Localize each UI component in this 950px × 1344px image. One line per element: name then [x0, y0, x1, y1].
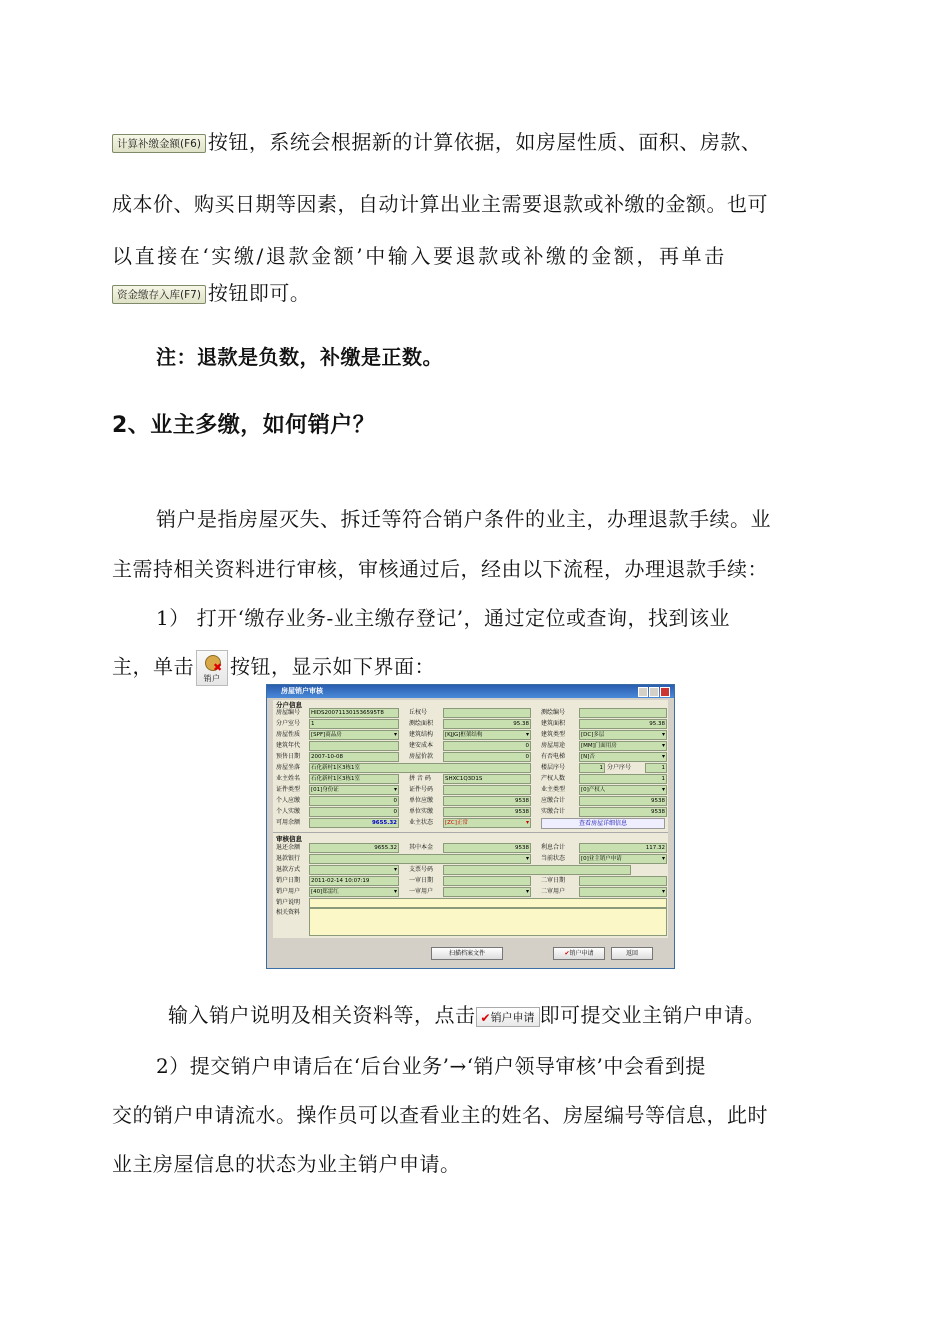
personal-paid-field[interactable]: 0 [309, 807, 399, 817]
address-field[interactable]: 石化新村1区3栋1室 [309, 763, 531, 773]
cancel-user-select[interactable]: [40]郑雷红 ▾ [309, 887, 399, 897]
field-label: 建筑年代 [276, 742, 301, 749]
price-field[interactable]: 0 [443, 752, 531, 762]
related-docs-field[interactable] [309, 908, 667, 936]
field-label: 分户室号 [276, 720, 301, 727]
field-label: 一审日期 [409, 877, 434, 884]
company-due-field[interactable]: 9538 [443, 796, 531, 806]
company-paid-field[interactable]: 9538 [443, 807, 531, 817]
calc-supplement-button[interactable]: 计算补缴金额(F6) [112, 134, 206, 153]
field-label: 产权人数 [541, 775, 566, 782]
field-label: 当前状态 [541, 855, 566, 862]
cancel-note-field[interactable] [309, 898, 667, 908]
para-text: 按钮，显示如下界面： [230, 654, 435, 679]
button-label: 销户申请 [569, 950, 594, 957]
field-label: 可用余额 [276, 819, 301, 826]
field-label: 建筑结构 [409, 731, 434, 738]
field-label: 单位应缴 [409, 797, 434, 804]
window-title: 房屋销户审核 [281, 687, 323, 695]
cancel-account-window [266, 684, 675, 969]
house-type-select[interactable]: [SPF]商品房 ▾ [309, 730, 399, 740]
para-line-2: 成本价、购买日期等因素，自动计算出业主需要退款或补缴的金额。也可 [112, 192, 768, 216]
para-line-7: 1） 打开‘缴存业务-业主缴存登记’，通过定位或查询，找到该业 [156, 606, 731, 630]
field-label: 销户说明 [276, 899, 301, 906]
field-label: 业主类型 [541, 786, 566, 793]
field-label: 个人实缴 [276, 808, 301, 815]
field-label: 业主状态 [409, 819, 434, 826]
check-icon: ✔ [480, 1010, 491, 1025]
interest-field[interactable]: 117.32 [579, 843, 667, 853]
cancel-account-icon-button[interactable] [196, 650, 228, 686]
field-label: 证件类型 [276, 786, 301, 793]
minimize-icon[interactable] [638, 687, 648, 697]
pinyin-field[interactable]: SHXC1Q3D1S [443, 774, 531, 784]
icon-label: 销户 [203, 674, 221, 683]
para-text: 即可提交业主销户申请。 [539, 1003, 766, 1027]
field-label: 有否电梯 [541, 753, 566, 760]
para-line-11: 交的销户申请流水。操作员可以查看业主的姓名、房屋编号等信息，此时 [112, 1103, 768, 1127]
usage-select[interactable]: [MM]门面用房 ▾ [579, 741, 667, 751]
field-label: 二审用户 [541, 888, 566, 895]
build-area-field[interactable]: 95.38 [579, 719, 667, 729]
owner-status-select[interactable]: [ZC]正常 ▾ [443, 818, 531, 828]
field-label: 二审日期 [541, 877, 566, 884]
due-total-field[interactable]: 9538 [579, 796, 667, 806]
field-label: 房屋编号 [276, 709, 301, 716]
para-line-9 [168, 999, 765, 1028]
field-label: 楼层序号 [541, 764, 566, 771]
refund-balance-field[interactable]: 9655.32 [309, 843, 399, 853]
build-year-field[interactable] [309, 741, 399, 751]
field-label: 个人应缴 [276, 797, 301, 804]
cancel-date-field[interactable]: 2011-02-14 10:07:19 [309, 876, 399, 886]
button-label: 扫描档案文件 [448, 950, 485, 957]
elevator-select[interactable]: [N]否 ▾ [579, 752, 667, 762]
principal-field[interactable]: 9538 [443, 843, 531, 853]
para-line-12: 业主房屋信息的状态为业主销户申请。 [112, 1152, 461, 1176]
back-button[interactable] [611, 947, 653, 960]
build-type-select[interactable]: [DC]多层 ▾ [579, 730, 667, 740]
para-line-5: 销户是指房屋灭失、拆迁等符合销户条件的业主，办理退款手续。业 [156, 507, 771, 531]
field-label: 利息合计 [541, 844, 566, 851]
field-label: 测绘编号 [541, 709, 566, 716]
personal-due-field[interactable]: 0 [309, 796, 399, 806]
para-line-8 [112, 650, 435, 686]
para-text: 输入销户说明及相关资料等，点击 [168, 1003, 476, 1027]
first-review-user-select[interactable] [443, 887, 531, 897]
field-label: 销户日期 [276, 877, 301, 884]
field-label: 拼 音 码 [409, 775, 431, 782]
section-title: 分户信息 [276, 701, 302, 709]
field-label: 测绘面积 [409, 720, 434, 727]
para-line-10: 2）提交销户申请后在‘后台业务’→‘销户领导审核’中会看到提 [156, 1054, 706, 1078]
note-text: 注：退款是负数，补缴是正数。 [156, 345, 443, 369]
close-icon[interactable] [660, 687, 670, 697]
field-label: 退还余额 [276, 844, 301, 851]
presale-date-field[interactable]: 2007-10-08 [309, 752, 399, 762]
field-label: 分户序号 [607, 764, 632, 771]
house-id-field[interactable]: HIDS200711301536595T8 [309, 708, 399, 718]
field-label: 丘权号 [409, 709, 428, 716]
room-field[interactable]: 1 [309, 719, 399, 729]
para-line-4 [112, 277, 310, 306]
refund-method-select[interactable] [309, 865, 399, 875]
cancel-apply-button[interactable] [553, 947, 605, 960]
parcel-field[interactable] [443, 708, 531, 718]
scan-archive-button[interactable] [431, 947, 503, 960]
field-label: 单位实缴 [409, 808, 434, 815]
field-label: 退款方式 [276, 866, 301, 873]
owner-name-field[interactable]: 石化新村1区3栋1室 [309, 774, 399, 784]
fund-deposit-button[interactable]: 资金缴存入库(F7) [112, 285, 206, 304]
para-line-3: 以直接在‘实缴/退款金额’中输入要退款或补缴的金额，再单击 [112, 244, 727, 268]
field-label: 其中本金 [409, 844, 434, 851]
field-label: 一审用户 [409, 888, 434, 895]
button-label: 返回 [625, 950, 638, 957]
floor-field[interactable]: 1 [579, 763, 605, 773]
delete-x-icon: ✖ [213, 661, 223, 674]
check-icon: ✔ [564, 950, 570, 957]
window-titlebar [267, 685, 674, 698]
para-line-6: 主需持相关资料进行审核，审核通过后，经由以下流程，办理退款手续： [112, 557, 768, 581]
id-number-field[interactable] [443, 785, 531, 795]
field-label: 建筑类型 [541, 731, 566, 738]
balance-field[interactable]: 9655.32 [309, 818, 399, 828]
second-review-user-select[interactable] [579, 887, 667, 897]
para-text: 按钮即可。 [207, 281, 311, 305]
field-label: 相关资料 [276, 909, 301, 916]
field-label: 预售日期 [276, 753, 301, 760]
section-heading: 2、业主多缴，如何销户？ [112, 413, 376, 438]
form-area [273, 700, 668, 938]
current-status-select[interactable]: [0]业主销户申请 ▾ [579, 854, 667, 864]
first-review-date-field[interactable] [443, 876, 531, 886]
field-label: 房屋坐落 [276, 764, 301, 771]
survey-id-field[interactable] [579, 708, 667, 718]
para-line-1 [112, 126, 761, 155]
check-number-field[interactable] [443, 865, 631, 875]
divider [273, 832, 668, 833]
field-label: 业主姓名 [276, 775, 301, 782]
view-house-detail-button[interactable]: 查看房屋详细信息 [541, 818, 665, 829]
structure-select[interactable]: [KJJG]框架结构 ▾ [443, 730, 531, 740]
section-title: 审核信息 [276, 835, 302, 843]
para-text: 主，单击 [112, 654, 194, 679]
field-label: 房屋性质 [276, 731, 301, 738]
para-text: 按钮，系统会根据新的计算依据，如房屋性质、面积、房款、 [207, 130, 762, 154]
refund-bank-select[interactable] [309, 854, 531, 864]
id-type-select[interactable]: [01]身份证 ▾ [309, 785, 399, 795]
survey-area-field[interactable]: 95.38 [443, 719, 531, 729]
owner-count-field[interactable]: 1 [579, 774, 667, 784]
field-label: 建筑面积 [541, 720, 566, 727]
button-label: 销户申请 [490, 1010, 535, 1024]
owner-type-select[interactable]: [0]产权人 ▾ [579, 785, 667, 795]
maximize-icon[interactable] [649, 687, 659, 697]
field-label: 销户用户 [276, 888, 301, 895]
field-label: 实缴合计 [541, 808, 566, 815]
cancel-apply-inline-button[interactable] [476, 1007, 540, 1027]
field-label: 支票号码 [409, 866, 434, 873]
field-label: 房屋用途 [541, 742, 566, 749]
paid-total-field[interactable]: 9538 [579, 807, 667, 817]
second-review-date-field[interactable] [579, 876, 667, 886]
field-label: 退款银行 [276, 855, 301, 862]
field-label: 应缴合计 [541, 797, 566, 804]
unit-seq-field[interactable]: 1 [645, 763, 667, 773]
cost-field[interactable]: 0 [443, 741, 531, 751]
field-label: 建安成本 [409, 742, 434, 749]
field-label: 证件号码 [409, 786, 434, 793]
field-label: 房屋价款 [409, 753, 434, 760]
